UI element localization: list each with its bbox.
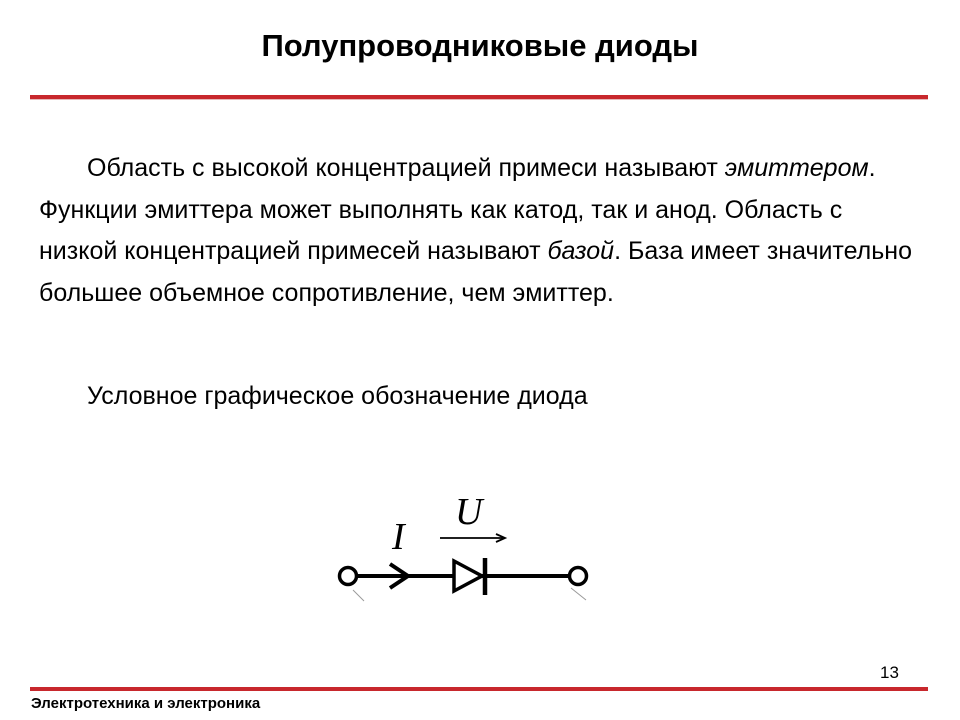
footer-divider bbox=[30, 687, 928, 691]
anode-terminal bbox=[340, 568, 357, 585]
cathode-terminal bbox=[570, 568, 587, 585]
diode-symbol-diagram bbox=[320, 480, 620, 610]
term-emitter: эмиттером bbox=[724, 154, 869, 182]
slide-title: Полупроводниковые диоды bbox=[261, 28, 699, 63]
diode-triangle bbox=[454, 561, 482, 591]
paragraph-text-2: . Функции эмиттера может выполнять как катод, так и анод. Область с низкой концентрацией примесей называют bbox=[39, 154, 876, 265]
main-paragraph bbox=[39, 148, 919, 314]
voltage-label: U bbox=[455, 491, 483, 533]
footer-course-title: Электротехника и электроника bbox=[31, 695, 261, 712]
terminal-tick-right bbox=[571, 588, 586, 600]
term-base: базой bbox=[547, 237, 615, 265]
diagram-caption: Условное графическое обозначение диода bbox=[87, 382, 588, 410]
terminal-tick-left bbox=[353, 590, 364, 601]
paragraph-text-1: Область с высокой концентрацией примеси называют bbox=[87, 154, 725, 182]
title-divider-shadow bbox=[30, 99, 928, 100]
current-label: I bbox=[392, 516, 405, 558]
page-number: 13 bbox=[880, 663, 899, 682]
paragraph-text-3: . База имеет значительно большее объемное сопротивление, чем эмиттер. bbox=[39, 237, 912, 307]
